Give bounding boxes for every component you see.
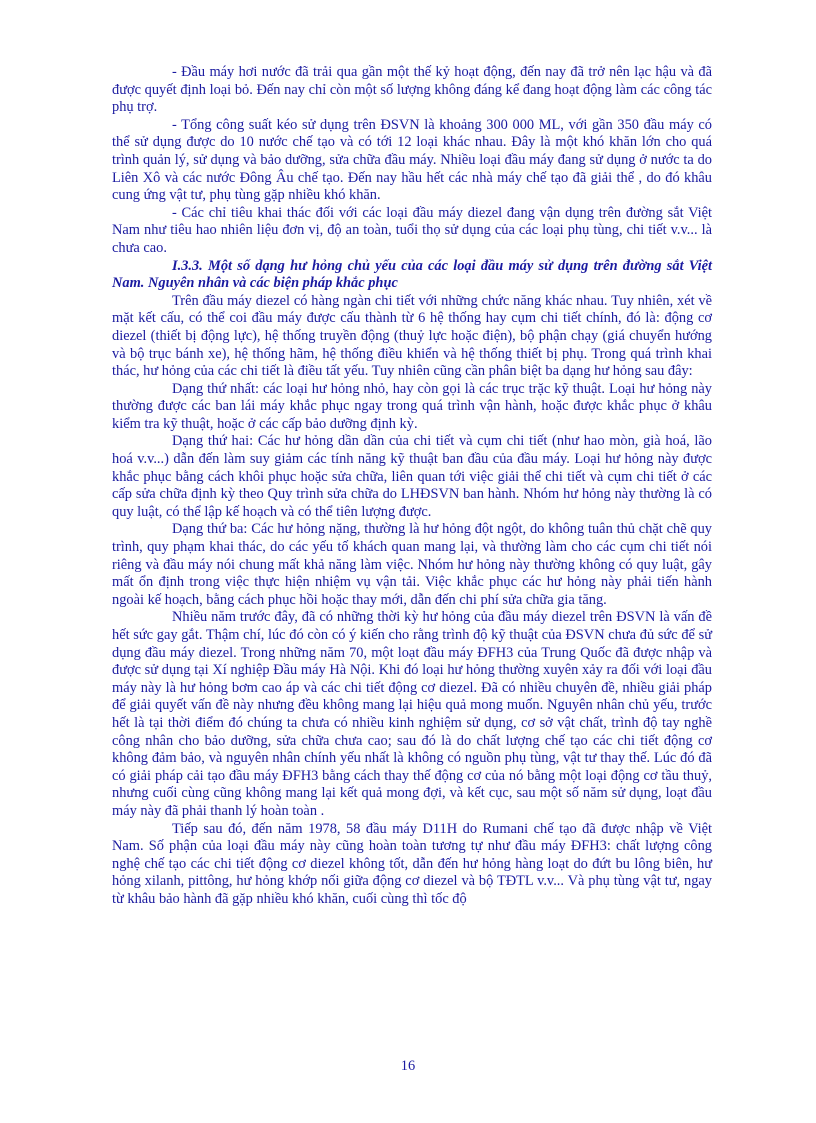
page-number: 16 xyxy=(400,1058,416,1074)
paragraph-damage-type-3: Dạng thứ ba: Các hư hỏng nặng, thường là hư hỏng đột ngột, do không tuân thủ chặt chẽ quy trình, quy phạm khai thác, do các yếu tố khách quan mang lại, và thường làm cho các cụm chi tiết nói riêng và đầu máy nói chung mất khả năng làm việc. Nhóm hư hỏng này thường không có quy luật, gây mất ổn định trong việc thực hiện nhiệm vụ vận tải. Việc khắc phục các hư hỏng này phải tiến hành ngoài kế hoạch, bằng cách phục hồi hoặc thay mới, dẫn đến chi phí sửa chữa gia tăng. xyxy=(112,521,712,608)
section-heading: I.3.3. Một số dạng hư hỏng chủ yếu của các loại đầu máy sử dụng trên đường sắt Việt Nam. Nguyên nhân và các biện pháp khắc phục xyxy=(112,257,712,292)
paragraph-diesel-systems: Trên đầu máy diezel có hàng ngàn chi tiết với những chức năng khác nhau. Tuy nhiên, xét về mặt kết cấu, có thể coi đầu máy được cấu thành từ 6 hệ thống hay cụm chi tiết chính, đó là: động cơ diezel (thiết bị động lực), hệ thống truyền động (thuỷ lực hoặc điện), bộ phận chạy (giá chuyển hướng và bộ trục bánh xe), hệ thống hãm, hệ thống điều khiển và hệ thống thiết bị phụ. Trong quá trình khai thác, hư hỏng của các chi tiết là điều tất yếu. Tuy nhiên cũng cần phân biệt ba dạng hư hỏng sau đây: xyxy=(112,292,712,380)
paragraph-dfh3-history: Nhiều năm trước đây, đã có những thời kỳ hư hỏng của đầu máy diezel trên ĐSVN là vấn đề hết sức gay gắt. Thậm chí, lúc đó còn có ý kiến cho rằng trình độ kỹ thuật của ĐSVN chưa đủ sức để sử dụng đầu máy diezel. Trong những năm 70, một loạt đầu máy ĐFH3 của Trung Quốc đã được nhập và được sử dụng tại Xí nghiệp Đầu máy Hà Nội. Khi đó loại hư hỏng thường xuyên xảy ra đối với loại đầu máy này là hư hỏng bơm cao áp và các chi tiết động cơ diezel. Đã có nhiều chuyên đề, nhiều giải pháp để giải quyết vấn đề này nhưng đều không mang lại hiệu quả mong muốn. Nguyên nhân chủ yếu, trước hết là tại thời điểm đó chúng ta chưa có nhiều kinh nghiệm sử dụng, cơ sở vật chất, trình độ tay nghề công nhân cho bảo dưỡng, sửa chữa chưa cao; sau đó là do chất lượng chế tạo các chi tiết động cơ không đảm bảo, và nguyên nhân chính yếu nhất là không có nguồn phụ tùng, vật tư thay thế. Lúc đó đã có giải pháp cải tạo đầu máy ĐFH3 bằng cách thay thế động cơ của nó bằng một loại động cơ tầu thuỷ, nhưng cuối cùng cũng không mang lại kết quả mong đợi, và kết cục, sau một số năm sử dụng, loạt đầu máy này đã phải thanh lý hoàn toàn . xyxy=(112,609,712,819)
paragraph-operating-indicators: - Các chỉ tiêu khai thác đối với các loại đầu máy diezel đang vận dụng trên đường sắt Việt Nam như tiêu hao nhiên liệu đơn vị, độ an toàn, tuổi thọ sử dụng của các loại phụ tùng, chi tiết v.v... là chưa cao. xyxy=(112,204,712,256)
paragraph-damage-type-1: Dạng thứ nhất: các loại hư hỏng nhỏ, hay còn gọi là các trục trặc kỹ thuật. Loại hư hỏng này thường được các ban lái máy khắc phục ngay trong quá trình vận hành, hoặc được khắc phục ở khâu kiểm tra kỹ thuật, hoặc ở các cấp bảo dưỡng định kỳ. xyxy=(112,380,712,432)
paragraph-d11h-history: Tiếp sau đó, đến năm 1978, 58 đầu máy D11H do Rumani chế tạo đã được nhập về Việt Nam. Số phận của loại đầu máy này cũng hoàn toàn tương tự như đầu máy ĐFH3: chất lượng công nghệ chế tạo các chi tiết động cơ diezel không tốt, dẫn đến hư hỏng hàng loạt do đứt bu lông biên, hư hỏng xilanh, pittông, hư hỏng khớp nối giữa động cơ diezel và bộ TĐTL v.v... Và phụ tùng vật tư, ngay từ khâu bảo hành đã gặp nhiều khó khăn, cuối cùng thì tốc độ xyxy=(112,820,712,907)
paragraph-traction-power: - Tổng công suất kéo sử dụng trên ĐSVN là khoảng 300 000 ML, với gần 350 đầu máy có thể sử dụng được do 10 nước chế tạo và có tới 12 loại khác nhau. Đây là một khó khăn lớn cho quá trình quản lý, sử dụng và bảo dưỡng, sửa chữa đầu máy. Nhiều loại đầu máy đang sử dụng ở nước ta do Liên Xô và các nước Đông Âu chế tạo. Đến nay hầu hết các nhà máy chế tạo đã giải thể , do đó khâu cung ứng vật tư, phụ tùng gặp nhiều khó khăn. xyxy=(112,116,712,204)
paragraph-steam-locomotives: - Đầu máy hơi nước đã trải qua gần một thế kỷ hoạt động, đến nay đã trở nên lạc hậu và đã được quyết định loại bỏ. Đến nay chỉ còn một số lượng không đáng kể đang hoạt động làm các công tác phụ trợ. xyxy=(112,64,712,116)
paragraph-damage-type-2: Dạng thứ hai: Các hư hỏng dần dần của chi tiết và cụm chi tiết (như hao mòn, già hoá, lão hoá v.v...) dẫn đến làm suy giảm các tính năng kỹ thuật ban đầu của đầu máy. Loại hư hỏng này được khắc phục bằng cách khôi phục hoặc sửa chữa, liên quan tới việc giải thể chi tiết và cụm chi tiết ở các cấp sửa chữa định kỳ theo Quy trình sửa chữa do LHĐSVN ban hành. Nhóm hư hỏng này thường là có quy luật, có thể lập kế hoạch và có thể tiên lượng được. xyxy=(112,433,712,520)
